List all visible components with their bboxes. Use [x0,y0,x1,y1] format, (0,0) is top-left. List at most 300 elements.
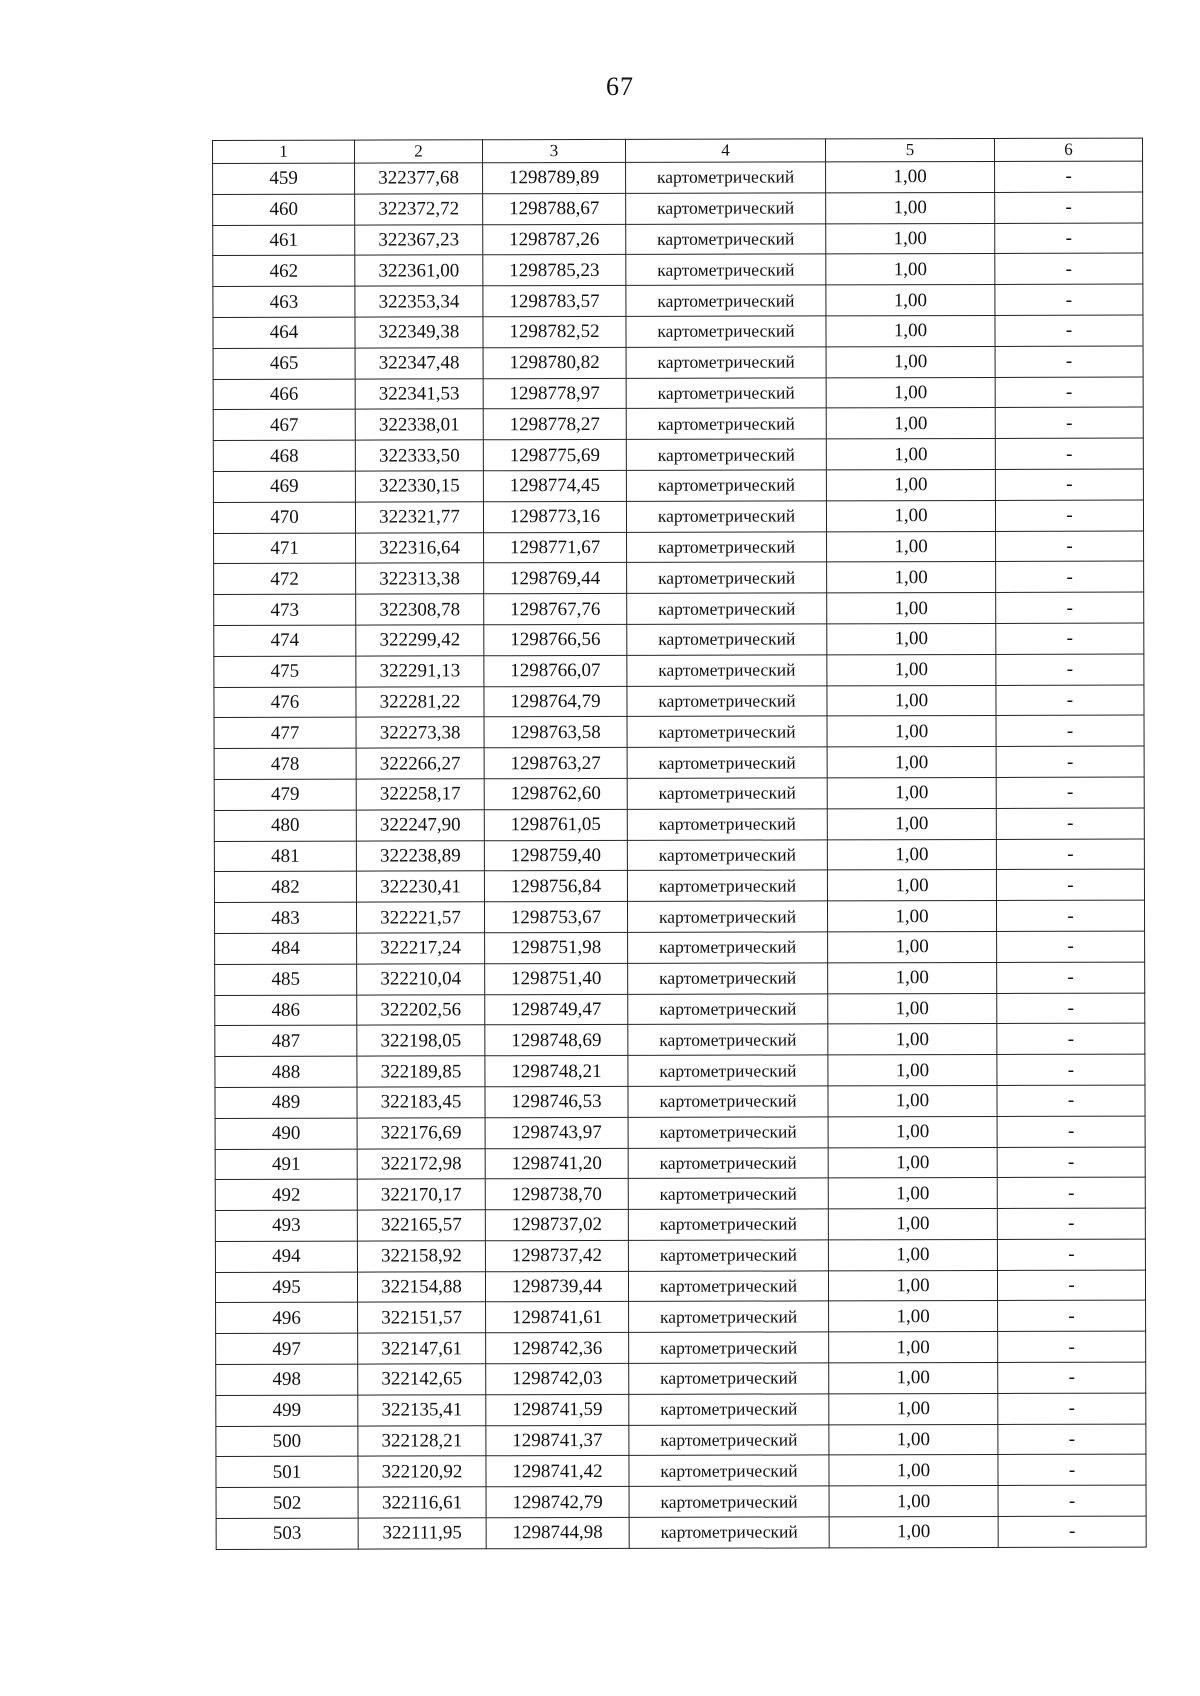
table-row [214,592,1144,625]
method-cell: картометрический [627,778,827,809]
method-cell: картометрический [627,747,827,778]
note-cell: - [998,1516,1146,1547]
method-cell: картометрический [629,1363,829,1394]
column-header-6: 6 [994,138,1142,161]
x-coordinate-cell: 322165,57 [357,1210,485,1241]
y-coordinate-cell: 1298767,76 [484,594,627,625]
point-number-cell: 479 [214,779,356,810]
accuracy-cell: 1,00 [828,1055,997,1086]
method-cell: картометрический [626,316,826,347]
table-row [214,561,1144,594]
x-coordinate-cell: 322321,77 [355,502,483,533]
method-cell: картометрический [626,162,826,193]
table-row [213,377,1143,410]
method-cell: картометрический [628,1117,828,1148]
y-coordinate-cell: 1298756,84 [484,871,627,902]
point-number-cell: 498 [216,1364,358,1395]
point-number-cell: 495 [215,1272,357,1303]
accuracy-cell: 1,00 [829,1424,998,1455]
method-cell: картометрический [626,254,826,285]
y-coordinate-cell: 1298775,69 [483,440,626,471]
point-number-cell: 461 [213,225,355,256]
point-number-cell: 481 [214,841,356,872]
note-cell: - [995,500,1143,531]
point-number-cell: 465 [213,348,355,379]
table-row [215,1270,1145,1303]
method-cell: картометрический [626,223,826,254]
x-coordinate-cell: 322111,95 [358,1518,486,1549]
point-number-cell: 501 [216,1457,358,1488]
note-cell: - [995,407,1143,438]
accuracy-cell: 1,00 [826,469,995,500]
table-row [213,469,1143,502]
table-body [213,161,1147,1549]
y-coordinate-cell: 1298741,59 [486,1394,629,1425]
note-cell: - [996,900,1144,931]
accuracy-cell: 1,00 [828,1116,997,1147]
point-number-cell: 473 [214,594,356,625]
point-number-cell: 459 [213,163,355,194]
x-coordinate-cell: 322183,45 [357,1087,485,1118]
accuracy-cell: 1,00 [828,1209,997,1240]
x-coordinate-cell: 322313,38 [356,563,484,594]
x-coordinate-cell: 322367,23 [355,224,483,255]
table-row [214,685,1144,718]
x-coordinate-cell: 322172,98 [357,1148,485,1179]
x-coordinate-cell: 322202,56 [357,994,485,1025]
method-cell: картометрический [628,1209,828,1240]
note-cell: - [996,623,1144,654]
note-cell: - [997,1147,1145,1178]
table-row [215,1085,1145,1118]
y-coordinate-cell: 1298742,36 [486,1333,629,1364]
note-cell: - [995,469,1143,500]
table-row [214,746,1144,779]
y-coordinate-cell: 1298737,42 [485,1240,628,1271]
point-number-cell: 470 [213,502,355,533]
accuracy-cell: 1,00 [827,562,996,593]
accuracy-cell: 1,00 [827,531,996,562]
point-number-cell: 468 [213,440,355,471]
y-coordinate-cell: 1298759,40 [484,840,627,871]
x-coordinate-cell: 322158,92 [357,1241,485,1272]
method-cell: картометрический [626,470,826,501]
accuracy-cell: 1,00 [827,747,996,778]
method-cell: картометрический [628,1147,828,1178]
accuracy-cell: 1,00 [828,1270,997,1301]
y-coordinate-cell: 1298788,67 [483,193,626,224]
x-coordinate-cell: 322238,89 [356,840,484,871]
x-coordinate-cell: 322154,88 [357,1271,485,1302]
point-number-cell: 463 [213,286,355,317]
accuracy-cell: 1,00 [827,777,996,808]
accuracy-cell: 1,00 [828,1239,997,1270]
accuracy-cell: 1,00 [826,408,995,439]
x-coordinate-cell: 322151,57 [358,1302,486,1333]
method-cell: картометрический [626,377,826,408]
accuracy-cell: 1,00 [827,839,996,870]
x-coordinate-cell: 322330,15 [355,471,483,502]
method-cell: картометрический [626,439,826,470]
x-coordinate-cell: 322221,57 [356,902,484,933]
note-cell: - [996,839,1144,870]
point-number-cell: 471 [214,533,356,564]
table-row [215,993,1145,1026]
point-number-cell: 503 [216,1518,358,1549]
method-cell: картометрический [629,1425,829,1456]
table-row [215,1116,1145,1149]
y-coordinate-cell: 1298789,89 [483,162,626,193]
note-cell: - [998,1362,1146,1393]
table-row [216,1362,1146,1395]
y-coordinate-cell: 1298785,23 [483,255,626,286]
point-number-cell: 490 [215,1118,357,1149]
note-cell: - [996,746,1144,777]
y-coordinate-cell: 1298741,20 [485,1148,628,1179]
y-coordinate-cell: 1298762,60 [484,778,627,809]
x-coordinate-cell: 322135,41 [358,1395,486,1426]
y-coordinate-cell: 1298780,82 [483,347,626,378]
y-coordinate-cell: 1298769,44 [484,563,627,594]
y-coordinate-cell: 1298748,69 [485,1025,628,1056]
note-cell: - [998,1331,1146,1362]
accuracy-cell: 1,00 [827,870,996,901]
x-coordinate-cell: 322217,24 [357,933,485,964]
point-number-cell: 464 [213,317,355,348]
x-coordinate-cell: 322333,50 [355,440,483,471]
x-coordinate-cell: 322170,17 [357,1179,485,1210]
y-coordinate-cell: 1298787,26 [483,224,626,255]
note-cell: - [995,253,1143,284]
method-cell: картометрический [629,1486,829,1517]
accuracy-cell: 1,00 [827,654,996,685]
table-row [214,869,1144,902]
table-row [213,315,1143,348]
accuracy-cell: 1,00 [827,716,996,747]
accuracy-cell: 1,00 [826,346,995,377]
point-number-cell: 486 [215,995,357,1026]
table-row [214,777,1144,810]
table-row [214,531,1144,564]
y-coordinate-cell: 1298771,67 [484,532,627,563]
table-row [216,1301,1146,1334]
note-cell: - [998,1301,1146,1332]
point-number-cell: 475 [214,656,356,687]
method-cell: картометрический [626,347,826,378]
point-number-cell: 474 [214,625,356,656]
y-coordinate-cell: 1298737,02 [485,1210,628,1241]
y-coordinate-cell: 1298744,98 [486,1517,629,1548]
table-row [216,1485,1146,1518]
y-coordinate-cell: 1298763,58 [484,717,627,748]
point-number-cell: 491 [215,1149,357,1180]
method-cell: картометрический [629,1517,829,1548]
y-coordinate-cell: 1298742,79 [486,1487,629,1518]
y-coordinate-cell: 1298783,57 [483,286,626,317]
accuracy-cell: 1,00 [829,1301,998,1332]
y-coordinate-cell: 1298782,52 [483,316,626,347]
x-coordinate-cell: 322266,27 [356,748,484,779]
table-row [213,407,1143,440]
table-header [213,138,1143,163]
note-cell: - [996,561,1144,592]
x-coordinate-cell: 322116,61 [358,1487,486,1518]
point-number-cell: 489 [215,1087,357,1118]
table-row [214,900,1144,933]
note-cell: - [996,685,1144,716]
point-number-cell: 485 [215,964,357,995]
table-row [215,1023,1145,1056]
x-coordinate-cell: 322176,69 [357,1117,485,1148]
column-header-4: 4 [625,139,825,163]
table-row [214,623,1144,656]
note-cell: - [996,808,1144,839]
point-number-cell: 488 [215,1056,357,1087]
accuracy-cell: 1,00 [826,192,995,223]
accuracy-cell: 1,00 [828,1178,997,1209]
method-cell: картометрический [626,285,826,316]
table-row [213,192,1143,225]
y-coordinate-cell: 1298778,97 [483,378,626,409]
x-coordinate-cell: 322347,48 [355,348,483,379]
method-cell: картометрический [627,809,827,840]
accuracy-cell: 1,00 [828,931,997,962]
method-cell: картометрический [628,1240,828,1271]
point-number-cell: 469 [213,471,355,502]
x-coordinate-cell: 322377,68 [355,163,483,194]
note-cell: - [997,931,1145,962]
point-number-cell: 482 [214,871,356,902]
column-header-5: 5 [825,138,994,161]
x-coordinate-cell: 322120,92 [358,1456,486,1487]
note-cell: - [996,531,1144,562]
point-number-cell: 472 [214,563,356,594]
y-coordinate-cell: 1298773,16 [483,501,626,532]
note-cell: - [996,777,1144,808]
note-cell: - [995,377,1143,408]
method-cell: картометрический [627,901,827,932]
column-header-3: 3 [483,139,626,162]
point-number-cell: 480 [214,810,356,841]
method-cell: картометрический [628,963,828,994]
x-coordinate-cell: 322349,38 [355,317,483,348]
point-number-cell: 496 [216,1303,358,1334]
y-coordinate-cell: 1298742,03 [486,1363,629,1394]
accuracy-cell: 1,00 [826,161,995,192]
x-coordinate-cell: 322372,72 [355,194,483,225]
table-row [214,839,1144,872]
y-coordinate-cell: 1298761,05 [484,809,627,840]
accuracy-cell: 1,00 [826,439,995,470]
note-cell: - [997,1208,1145,1239]
point-number-cell: 466 [213,379,355,410]
note-cell: - [995,192,1143,223]
point-number-cell: 478 [214,748,356,779]
accuracy-cell: 1,00 [827,623,996,654]
method-cell: картометрический [627,531,827,562]
method-cell: картометрический [629,1301,829,1332]
y-coordinate-cell: 1298751,40 [485,963,628,994]
note-cell: - [996,654,1144,685]
table-row [213,161,1143,194]
y-coordinate-cell: 1298766,07 [484,655,627,686]
accuracy-cell: 1,00 [829,1486,998,1517]
note-cell: - [995,438,1143,469]
note-cell: - [995,223,1143,254]
accuracy-cell: 1,00 [826,254,995,285]
method-cell: картометрический [626,501,826,532]
table-row [216,1455,1146,1488]
y-coordinate-cell: 1298746,53 [485,1086,628,1117]
method-cell: картометрический [629,1332,829,1363]
table-row [214,715,1144,748]
header-row [213,138,1143,163]
method-cell: картометрический [627,562,827,593]
note-cell: - [997,962,1145,993]
table-row [213,284,1143,317]
point-number-cell: 493 [215,1210,357,1241]
accuracy-cell: 1,00 [829,1332,998,1363]
point-number-cell: 494 [215,1241,357,1272]
point-number-cell: 500 [216,1426,358,1457]
x-coordinate-cell: 322299,42 [356,625,484,656]
accuracy-cell: 1,00 [829,1363,998,1394]
point-number-cell: 476 [214,687,356,718]
note-cell: - [996,592,1144,623]
y-coordinate-cell: 1298763,27 [484,748,627,779]
accuracy-cell: 1,00 [826,285,995,316]
method-cell: картометрический [627,593,827,624]
y-coordinate-cell: 1298774,45 [483,470,626,501]
method-cell: картометрический [627,870,827,901]
x-coordinate-cell: 322147,61 [358,1333,486,1364]
method-cell: картометрический [628,1178,828,1209]
x-coordinate-cell: 322258,17 [356,779,484,810]
x-coordinate-cell: 322361,00 [355,255,483,286]
accuracy-cell: 1,00 [827,593,996,624]
y-coordinate-cell: 1298749,47 [485,994,628,1025]
point-number-cell: 502 [216,1487,358,1518]
x-coordinate-cell: 322230,41 [356,871,484,902]
x-coordinate-cell: 322353,34 [355,286,483,317]
note-cell: - [995,161,1143,192]
note-cell: - [998,1424,1146,1455]
note-cell: - [995,284,1143,315]
table-row [215,931,1145,964]
page-number: 67 [606,72,634,101]
y-coordinate-cell: 1298741,61 [486,1302,629,1333]
point-number-cell: 492 [215,1179,357,1210]
y-coordinate-cell: 1298743,97 [485,1117,628,1148]
table-row [213,346,1143,379]
x-coordinate-cell: 322316,64 [356,532,484,563]
accuracy-cell: 1,00 [826,223,995,254]
note-cell: - [996,715,1144,746]
table-row [215,1239,1145,1272]
point-number-cell: 477 [214,717,356,748]
x-coordinate-cell: 322273,38 [356,717,484,748]
accuracy-cell: 1,00 [827,901,996,932]
y-coordinate-cell: 1298764,79 [484,686,627,717]
accuracy-cell: 1,00 [828,1085,997,1116]
table-row [214,654,1144,687]
table-row [215,1177,1145,1210]
x-coordinate-cell: 322338,01 [355,409,483,440]
method-cell: картометрический [626,193,826,224]
point-number-cell: 497 [216,1333,358,1364]
accuracy-cell: 1,00 [828,962,997,993]
note-cell: - [997,1116,1145,1147]
accuracy-cell: 1,00 [828,1024,997,1055]
note-cell: - [998,1393,1146,1424]
x-coordinate-cell: 322308,78 [356,594,484,625]
note-cell: - [997,993,1145,1024]
method-cell: картометрический [627,716,827,747]
accuracy-cell: 1,00 [829,1455,998,1486]
point-number-cell: 499 [216,1395,358,1426]
point-number-cell: 462 [213,256,355,287]
accuracy-cell: 1,00 [828,993,997,1024]
table-row [216,1516,1146,1549]
note-cell: - [996,869,1144,900]
table-row [213,500,1143,533]
y-coordinate-cell: 1298738,70 [485,1179,628,1210]
column-header-2: 2 [355,140,483,163]
method-cell: картометрический [628,993,828,1024]
accuracy-cell: 1,00 [829,1393,998,1424]
note-cell: - [995,346,1143,377]
method-cell: картометрический [628,1271,828,1302]
note-cell: - [997,1054,1145,1085]
y-coordinate-cell: 1298751,98 [485,932,628,963]
table-row [213,253,1143,286]
method-cell: картометрический [627,685,827,716]
accuracy-cell: 1,00 [829,1517,998,1548]
method-cell: картометрический [628,1086,828,1117]
table-row [216,1424,1146,1457]
method-cell: картометрический [628,1055,828,1086]
note-cell: - [995,315,1143,346]
x-coordinate-cell: 322189,85 [357,1056,485,1087]
y-coordinate-cell: 1298741,37 [486,1425,629,1456]
y-coordinate-cell: 1298753,67 [484,902,627,933]
table-row [215,1208,1145,1241]
method-cell: картометрический [627,839,827,870]
column-header-1: 1 [213,140,355,163]
y-coordinate-cell: 1298739,44 [485,1271,628,1302]
accuracy-cell: 1,00 [828,1147,997,1178]
point-number-cell: 467 [213,410,355,441]
method-cell: картометрический [628,932,828,963]
x-coordinate-cell: 322291,13 [356,656,484,687]
point-number-cell: 460 [213,194,355,225]
y-coordinate-cell: 1298748,21 [485,1056,628,1087]
accuracy-cell: 1,00 [826,315,995,346]
table-row [215,962,1145,995]
table-row [216,1393,1146,1426]
y-coordinate-cell: 1298778,27 [483,409,626,440]
accuracy-cell: 1,00 [826,500,995,531]
x-coordinate-cell: 322128,21 [358,1425,486,1456]
method-cell: картометрический [628,1024,828,1055]
point-number-cell: 483 [214,902,356,933]
table-row [215,1054,1145,1087]
note-cell: - [997,1023,1145,1054]
x-coordinate-cell: 322198,05 [357,1025,485,1056]
table-row [213,438,1143,471]
table-row [216,1331,1146,1364]
x-coordinate-cell: 322341,53 [355,378,483,409]
